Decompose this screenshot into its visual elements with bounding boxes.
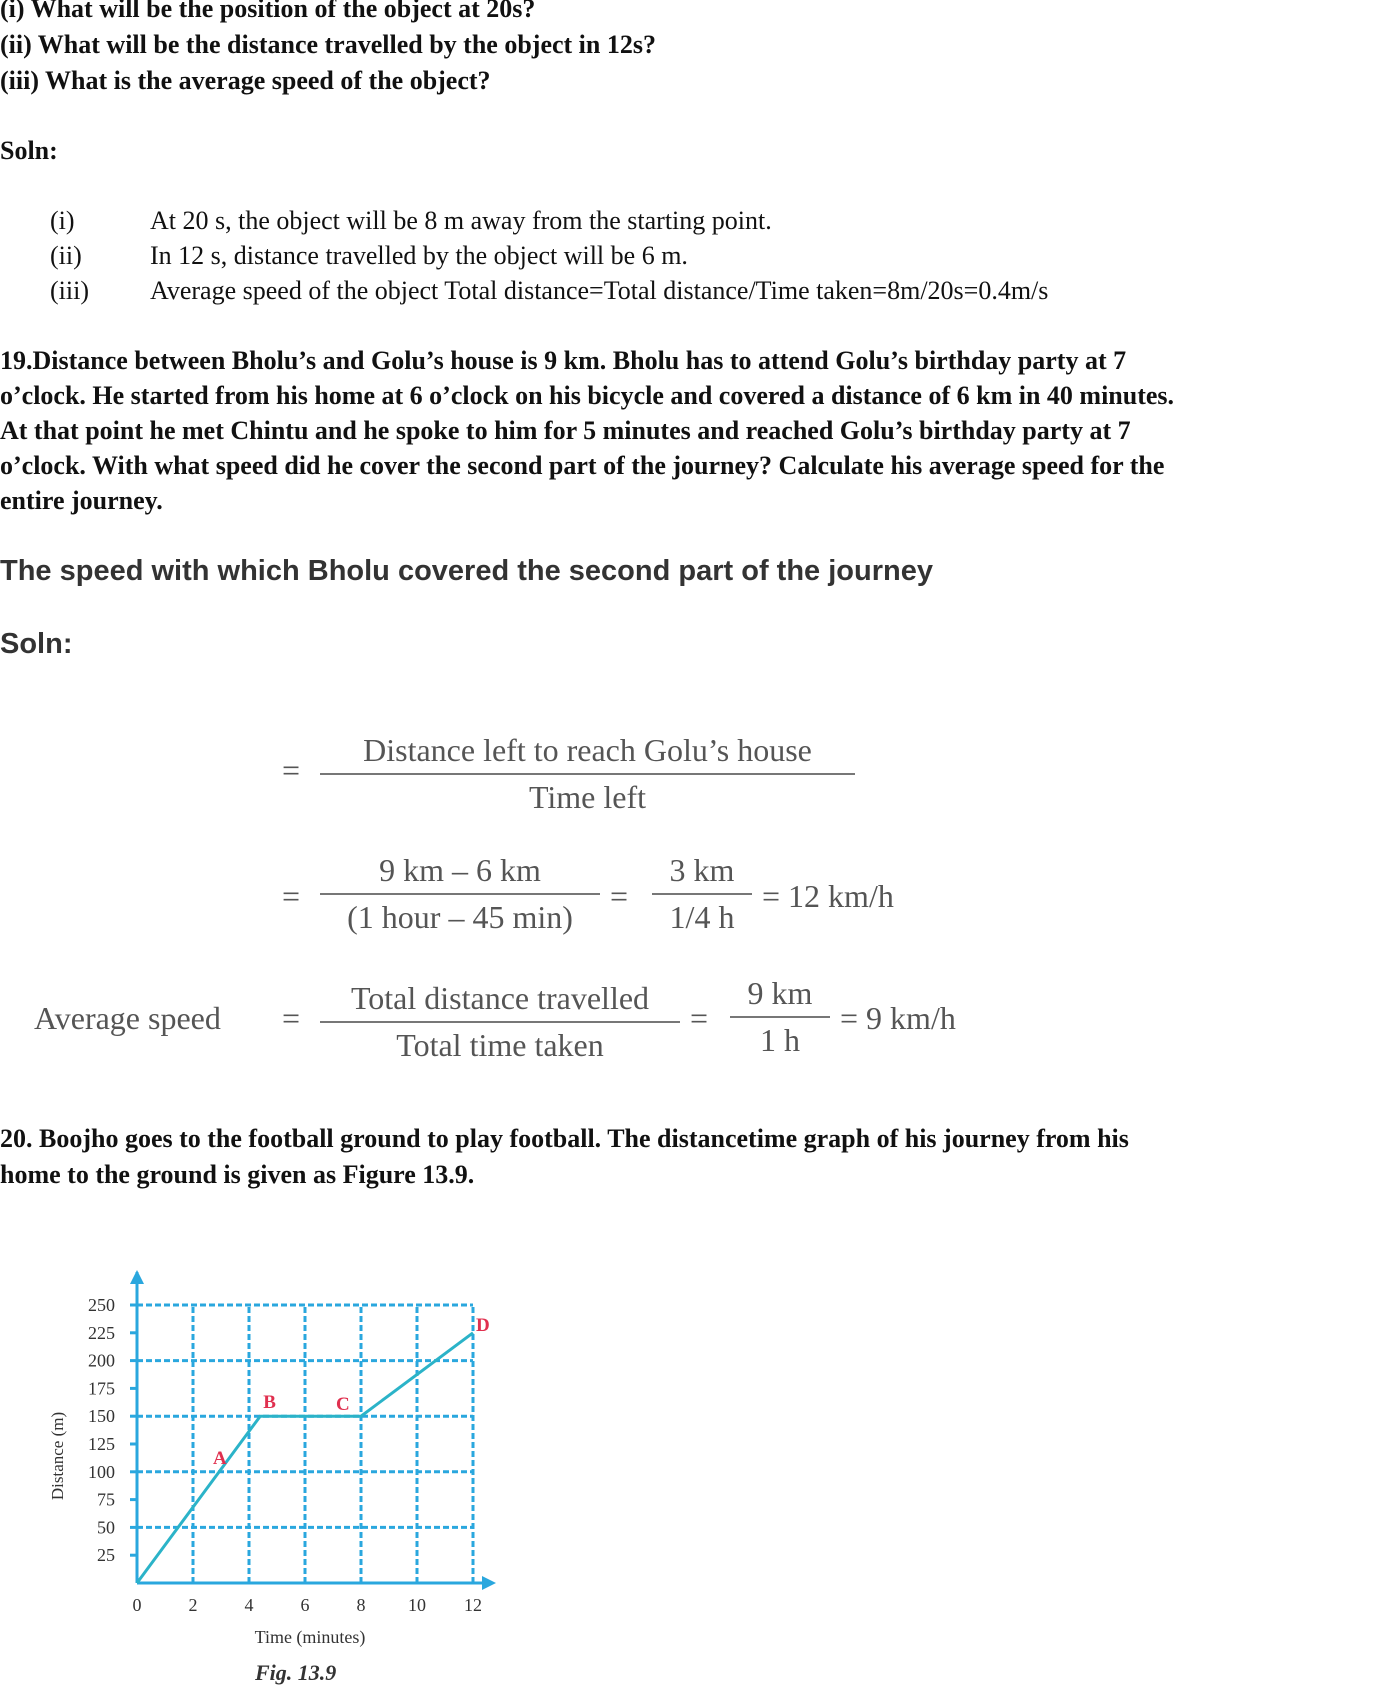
denominator: (1 hour – 45 min) (347, 899, 573, 935)
question-part-ii: (ii) What will be the distance travelled by the object in 12s? (0, 30, 656, 59)
y-tick-label: 100 (88, 1461, 115, 1482)
q19-line: o’clock. He started from his home at 6 o’clock on his bicycle and covered a distance of 6 km in 40 minutes. (0, 381, 1175, 410)
y-tick-label: 250 (88, 1295, 115, 1315)
equals-sign: = (282, 752, 301, 788)
equals-sign: = (282, 1000, 301, 1036)
x-tick-label: 6 (300, 1595, 310, 1615)
answer-text: Average speed of the object Total distance=Total distance/Time taken=8m/20s=0.4m/s (150, 276, 1049, 305)
point-label-b: B (263, 1392, 276, 1414)
fraction (320, 980, 680, 1064)
answer-num: (iii) (50, 276, 89, 305)
soln-label: Soln: (0, 136, 58, 165)
answer-num: (ii) (50, 241, 82, 270)
q20-line: home to the ground is given as Figure 13.9. (0, 1160, 475, 1189)
x-axis-label: Time (minutes) (254, 1627, 366, 1647)
y-tick-label: 25 (97, 1545, 115, 1566)
numerator: Total distance travelled (320, 980, 680, 1023)
x-axis-arrow-icon (482, 1576, 496, 1590)
point-label-c: C (336, 1394, 350, 1416)
x-tick-label: 4 (244, 1595, 254, 1615)
point-label-a: A (213, 1447, 227, 1469)
denominator: 1 h (760, 1022, 800, 1058)
answer-text: At 20 s, the object will be 8 m away from the starting point. (150, 206, 772, 235)
soln-label: Soln: (0, 628, 73, 660)
answer-text: In 12 s, distance travelled by the object will be 6 m. (150, 241, 688, 270)
equation-label: Average speed (34, 1000, 221, 1036)
x-tick-label: 8 (356, 1595, 366, 1615)
numerator: Distance left to reach Golu’s house (320, 732, 855, 775)
result: = 12 km/h (762, 878, 894, 914)
x-tick-label: 12 (464, 1595, 482, 1615)
fraction (652, 852, 752, 936)
equals-sign: = (610, 878, 629, 914)
answer-num: (i) (50, 206, 75, 235)
equals-sign: = (690, 1000, 709, 1036)
equals-sign: = (282, 878, 301, 914)
y-tick-label: 50 (97, 1517, 115, 1538)
question-part-iii: (iii) What is the average speed of the object? (0, 66, 491, 95)
y-tick-label: 200 (88, 1350, 115, 1371)
numerator: 3 km (652, 852, 752, 895)
section-heading: The speed with which Bholu covered the second part of the journey (0, 555, 933, 587)
distance-time-chart (0, 1250, 560, 1692)
y-axis-label: Distance (m) (48, 1411, 67, 1501)
x-tick-label: 2 (188, 1595, 198, 1615)
denominator: Total time taken (396, 1027, 604, 1063)
figure-caption: Fig. 13.9 (255, 1660, 337, 1685)
q20-line: 20. Boojho goes to the football ground to play football. The distancetime graph of his journey from his (0, 1124, 1129, 1153)
y-tick-label: 125 (88, 1434, 115, 1454)
y-axis-arrow-icon (130, 1270, 144, 1284)
q19-line: 19.Distance between Bholu’s and Golu’s house is 9 km. Bholu has to attend Golu’s birthday party at 7 (0, 346, 1127, 375)
q19-line: o’clock. With what speed did he cover the second part of the journey? Calculate his average speed for the (0, 451, 1165, 480)
y-tick-label: 175 (88, 1378, 115, 1399)
x-tick-label: 10 (408, 1595, 426, 1615)
fraction (320, 852, 600, 936)
question-part-i: (i) What will be the position of the object at 20s? (0, 0, 536, 23)
y-tick-label: 75 (97, 1489, 115, 1510)
denominator: Time left (528, 779, 647, 815)
y-tick-label: 225 (88, 1322, 115, 1343)
point-label-d: D (476, 1314, 490, 1336)
fraction (730, 975, 830, 1059)
numerator: 9 km – 6 km (320, 852, 600, 895)
denominator: 1/4 h (669, 899, 735, 935)
x-tick-label: 0 (132, 1595, 142, 1615)
y-tick-label: 150 (88, 1406, 115, 1427)
result: = 9 km/h (840, 1000, 956, 1036)
fraction (320, 732, 855, 816)
q19-line: entire journey. (0, 486, 163, 515)
numerator: 9 km (730, 975, 830, 1018)
q19-line: At that point he met Chintu and he spoke to him for 5 minutes and reached Golu’s birthday party at 7 (0, 416, 1131, 445)
